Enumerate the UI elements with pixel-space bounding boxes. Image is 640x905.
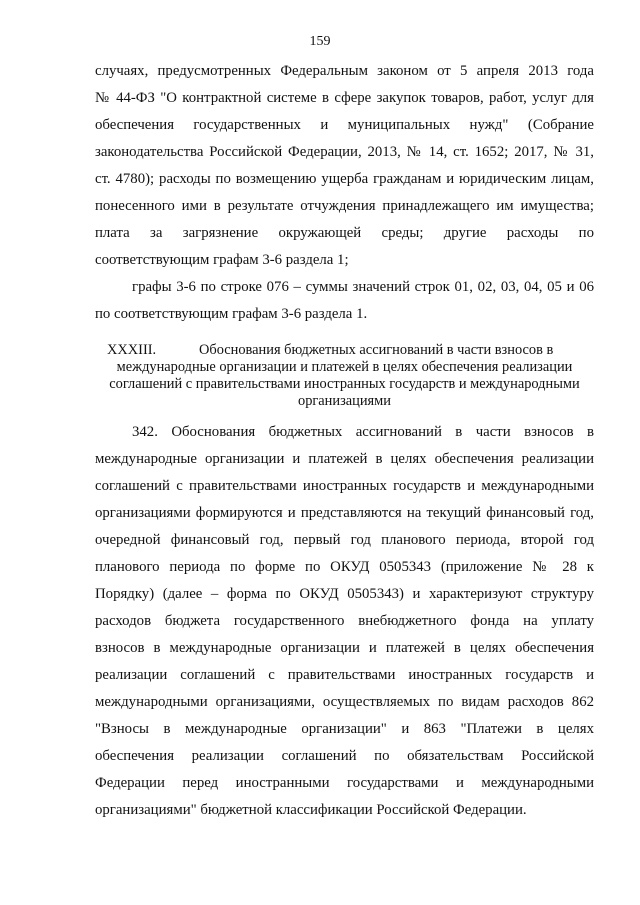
paragraph-line: ст. 4780); расходы по возмещению ущерба гражданам и юридическим лицам,	[95, 171, 594, 187]
paragraph-line: случаях, предусмотренных Федеральным законом от 5 апреля 2013 года	[95, 63, 594, 79]
paragraph-line: организациями формируются и представляются на текущий финансовый год,	[95, 505, 594, 521]
section-title-line: организациями	[298, 393, 391, 409]
paragraph-line: обеспечения реализации соглашений по обязательствам Российской	[95, 748, 594, 764]
paragraph-line: организациями" бюджетной классификации Российской Федерации.	[95, 802, 527, 818]
paragraph-line: Порядку) (далее – форма по ОКУД 0505343) и характеризуют структуру	[95, 586, 594, 602]
paragraph-line: № 44-ФЗ "О контрактной системе в сфере закупок товаров, работ, услуг для	[95, 90, 594, 106]
paragraph-line: "Взносы в международные организации" и 863 "Платежи в целях	[95, 721, 594, 737]
paragraph-line: реализации соглашений с правительствами иностранных государств и	[95, 667, 594, 683]
paragraph-line: соответствующим графам 3-6 раздела 1;	[95, 252, 349, 268]
section-title-line: международные организации и платежей в целях обеспечения реализации	[116, 359, 573, 375]
paragraph-line: плата за загрязнение окружающей среды; другие расходы по	[95, 225, 594, 241]
paragraph-line: международные организации и платежей в целях обеспечения реализации	[95, 451, 594, 467]
paragraph-line: планового периода по форме по ОКУД 0505343 (приложение № 28 к	[95, 559, 594, 575]
paragraph-line: графы 3-6 по строке 076 – суммы значений строк 01, 02, 03, 04, 05 и 06	[132, 279, 594, 295]
paragraph-line: законодательства Российской Федерации, 2013, № 14, ст. 1652; 2017, № 31,	[95, 144, 594, 160]
paragraph-line: взносов в международные организации и платежей в целях обеспечения	[95, 640, 594, 656]
paragraph-line: расходов бюджета государственного внебюджетного фонда на уплату	[95, 613, 594, 629]
paragraph-line: соглашений с правительствами иностранных государств и международными	[95, 478, 594, 494]
paragraph-line: Федерации перед иностранными государствами и международными	[95, 775, 594, 791]
section-title-line: Обоснования бюджетных ассигнований в части взносов в	[199, 342, 554, 358]
paragraph-line: очередной финансовый год, первый год планового периода, второй год	[95, 532, 594, 548]
paragraph-line: международными организациями, осуществляемых по видам расходов 862	[95, 694, 594, 710]
page-number: 159	[309, 34, 331, 49]
section-number: XXXIII.	[107, 342, 157, 358]
section-title-line: соглашений с правительствами иностранных государств и международными	[109, 376, 580, 392]
paragraph-line: по соответствующим графам 3-6 раздела 1.	[95, 306, 368, 322]
paragraph-line: понесенного ими в результате отчуждения принадлежащего им имущества;	[95, 198, 594, 214]
paragraph-line: обеспечения государственных и муниципальных нужд" (Собрание	[95, 117, 594, 133]
paragraph-line: 342. Обоснования бюджетных ассигнований в части взносов в	[132, 424, 594, 440]
